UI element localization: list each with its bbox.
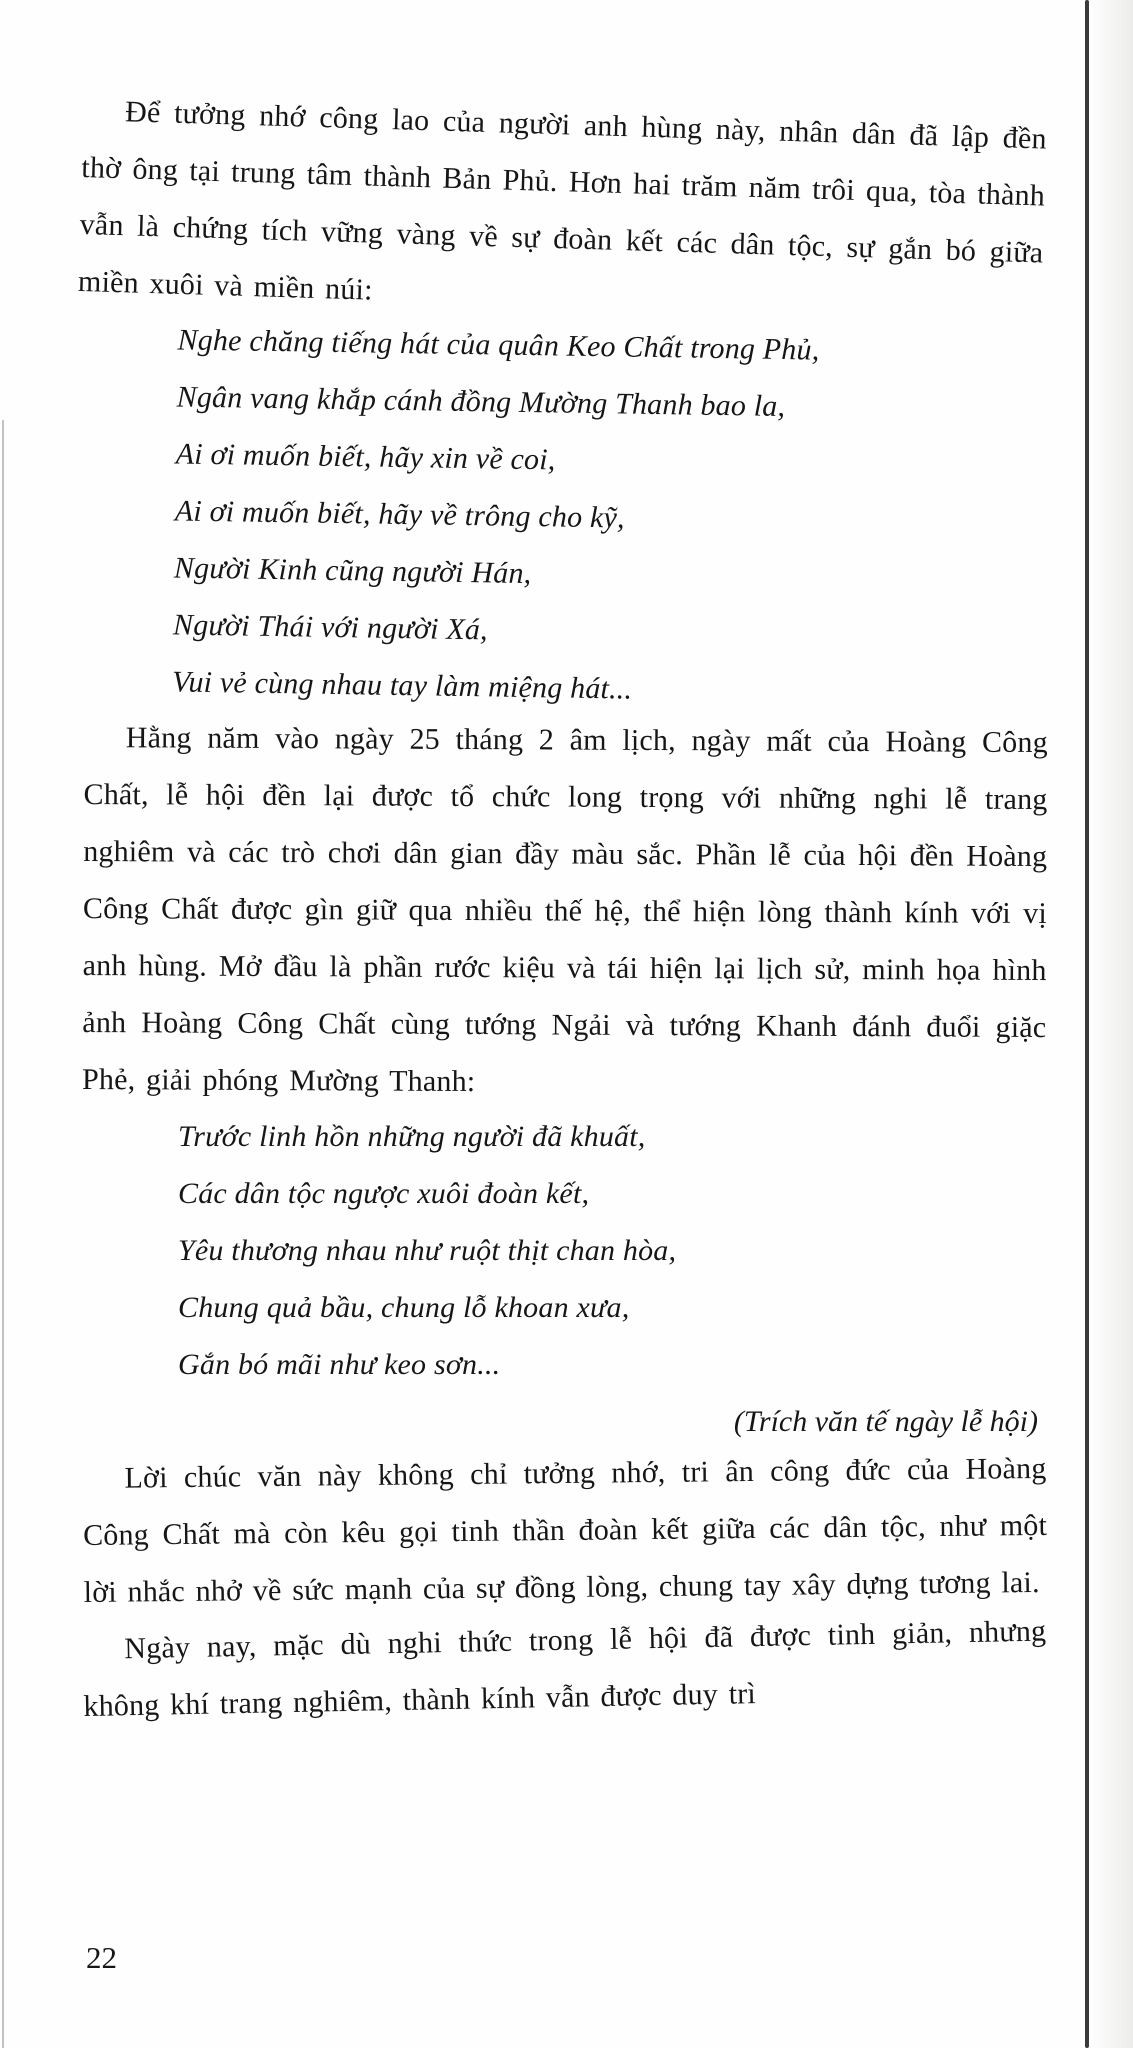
verse-attribution: (Trích văn tế ngày lễ hội): [733, 1405, 1038, 1438]
left-edge-line: [2, 420, 4, 2048]
verse-line: Chung quả bầu, chung lỗ khoan xưa,: [178, 1291, 630, 1324]
verse-line: Người Thái với người Xá,: [172, 608, 489, 647]
page-content: [77, 82, 1048, 1735]
verse-line: Vui vẻ cùng nhau tay làm miệng hát...: [171, 665, 633, 706]
closing-paragraph: Lời chúc văn này không chỉ tưởng nhớ, tri ân công đức của Hoàng Công Chất mà còn kêu gọi tinh thần đoàn kết giữa các dân tộc, như một lời nhắc nhở về sức mạnh của sự đồng lòng, chung tay xây dựng tương lai.: [82, 1451, 1048, 1610]
continuation-paragraph: Ngày nay, mặc dù nghi thức trong lễ hội đã được tinh giản, nhưng không khí trang nghiêm, thành kính vẫn được duy trì: [83, 1614, 1047, 1724]
opening-paragraph: Để tưởng nhớ công lao của người anh hùng này, nhân dân đã lập đền thờ ông tại trung tâm thành Bản Phủ. Hơn hai trăm năm trôi qua, tòa thành vẫn là chứng tích vững vàng về sự đoàn kết các dân tộc, sự gắn bó giữa miền xuôi và miền núi:: [77, 95, 1048, 307]
verse-line: Ai ơi muốn biết, hãy xin về coi,: [175, 437, 556, 477]
festival-paragraph: Hằng năm vào ngày 25 tháng 2 âm lịch, ngày mất của Hoàng Công Chất, lễ hội đền lại được tổ chức long trọng với những nghi lễ trang nghiêm và các trò chơi dân gian đầy màu sắc. Phần lễ của hội đền Hoàng Công Chất được gìn giữ qua nhiều thế hệ, thể hiện lòng thành kính với vị anh hùng. Mở đầu là phần rước kiệu và tái hiện lại lịch sử, minh họa hình ảnh Hoàng Công Chất cùng tướng Ngải và tướng Khanh đánh đuổi giặc Phẻ, giải phóng Mường Thanh:: [81, 721, 1048, 1099]
right-edge-line: [1085, 0, 1089, 2048]
verse-line: Trước linh hồn những người đã khuất,: [178, 1120, 646, 1153]
folk-verse-block: [78, 310, 1048, 724]
verse-line: Người Kinh cũng người Hán,: [173, 551, 532, 591]
ritual-verse-block: [84, 1108, 1048, 1393]
page-number: 22: [86, 1940, 117, 1975]
verse-line: Nghe chăng tiếng hát của quân Keo Chất trong Phủ,: [177, 323, 820, 367]
verse-line: Ai ơi muốn biết, hãy về trông cho kỹ,: [174, 494, 626, 535]
verse-line: Yêu thương nhau như ruột thịt chan hòa,: [178, 1234, 677, 1267]
verse-line: Ngân vang khắp cánh đồng Mường Thanh bao la,: [176, 380, 786, 424]
verse-line: Gắn bó mãi như keo sơn...: [178, 1348, 501, 1381]
page-margin-shadow: [1089, 0, 1133, 2048]
verse-line: Các dân tộc ngược xuôi đoàn kết,: [178, 1177, 590, 1210]
